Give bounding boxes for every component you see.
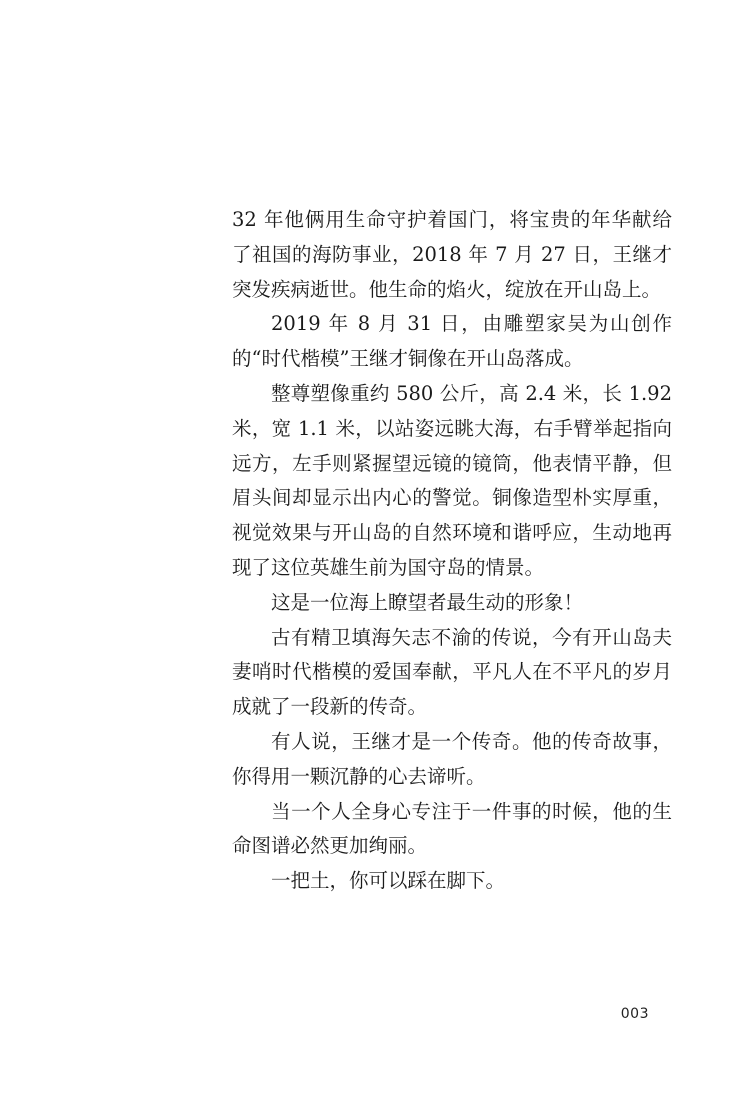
paragraph: 这是一位海上瞭望者最生动的形象！ — [271, 590, 584, 614]
paragraph: 当一个人全身心专注于一件事的时候，他的生命图谱必然更加绚丽。 — [232, 799, 672, 858]
paragraph: 一把土，你可以踩在脚下。 — [271, 869, 506, 893]
paragraph: 32 年他俩用生命守护着国门，将宝贵的年华献给了祖国的海防事业，2018 年 7 月 27 日，王继才突发疾病逝世。他生命的焰火，绽放在开山岛上。 — [232, 208, 672, 301]
page-number: 003 — [620, 1006, 649, 1022]
paragraph: 整尊塑像重约 580 公斤，高 2.4 米，长 1.92 米，宽 1.1 米，以站姿远眺大海，右手臂举起指向远方，左手则紧握望远镜的镜筒，他表情平静，但眉头间却显示出内心的警觉。铜像造型朴实厚重，视觉效果与开山岛的自然环境和谐呼应，生动地再现了这位英雄生前为国守岛的情景。 — [232, 381, 672, 579]
paragraph: 2019 年 8 月 31 日，由雕塑家吴为山创作的“时代楷模”王继才铜像在开山岛落成。 — [232, 312, 672, 371]
body-text — [232, 203, 672, 899]
paragraph: 有人说，王继才是一个传奇。他的传奇故事，你得用一颗沉静的心去谛听。 — [232, 729, 672, 788]
paragraph: 古有精卫填海矢志不渝的传说，今有开山岛夫妻哨时代楷模的爱国奉献，平凡人在不平凡的岁月成就了一段新的传奇。 — [232, 625, 672, 719]
